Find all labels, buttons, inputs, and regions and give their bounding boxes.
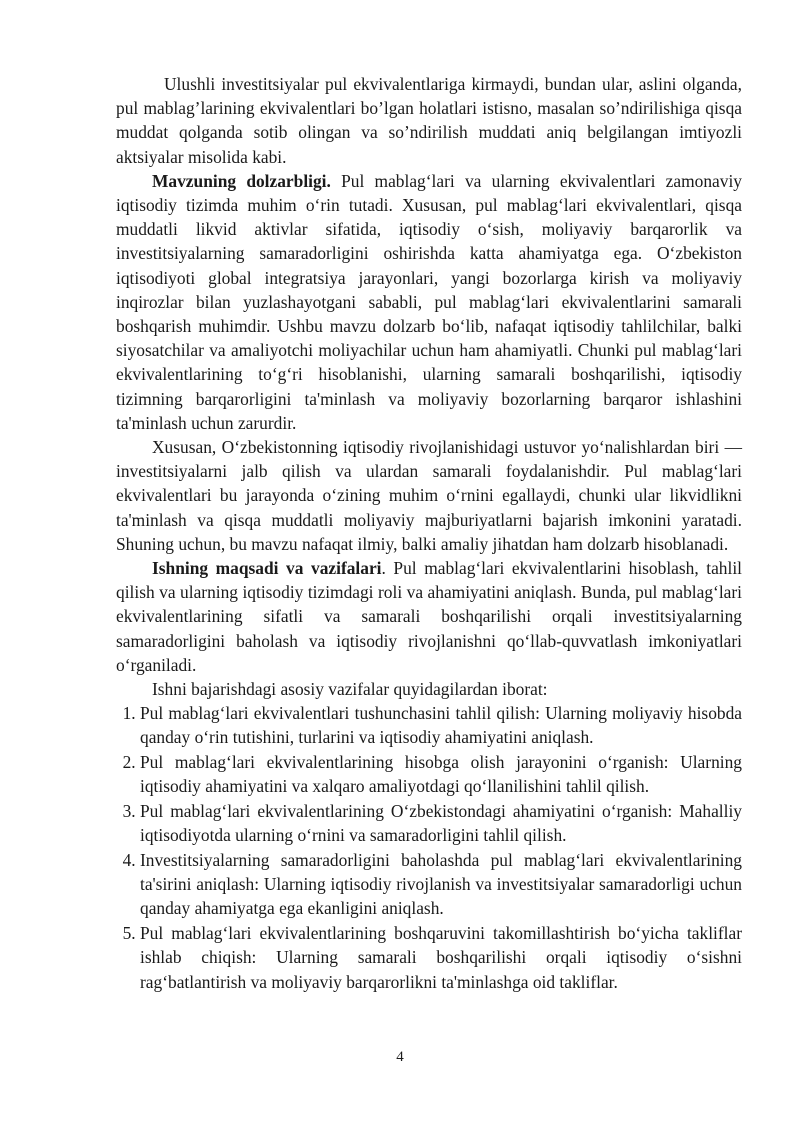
tasks-list (116, 701, 742, 993)
goals-heading: Ishning maqsadi va vazifalari (152, 558, 382, 579)
relevance-heading: Mavzuning dolzarbligi. (152, 170, 331, 191)
paragraph-tasks-intro: Ishni bajarishdagi asosiy vazifalar quyidagilardan iborat: (152, 679, 548, 700)
paragraph-intro: Ulushli investitsiyalar pul ekvivalentlariga kirmaydi, bundan ular, aslini olganda, pul mablag’larining ekvivalentlari bo’lgan holatlari istisno, masalan so’ndirilishiga qisqa muddat qolganda sotib olingan va so’ndirilish muddati aniq belgilangan imtiyozli aktsiyalar misolida kabi. (116, 74, 742, 167)
list-item: 4. Investitsiyalarning samaradorligini baholashda pul mablag‘lari ekvivalentlarining ta'sirini aniqlash: Ularning iqtisodiy rivojlanish va investitsiyalar samaradorligi uchun qanday ahamiyatga ega ekanligini aniqlash. (140, 848, 742, 921)
paragraph-goals (116, 556, 742, 677)
list-item: 5. Pul mablag‘lari ekvivalentlarining boshqaruvini takomillashtirish bo‘yicha takliflar ishlab chiqish: Ularning samarali boshqarilishi orqali iqtisodiy o‘sishni rag‘batlantirish va moliyaviy barqarorlikni ta'minlashga oid takliflar. (140, 921, 742, 994)
list-item: 1. Pul mablag‘lari ekvivalentlari tushunchasini tahlil qilish: Ularning moliyaviy hisobda qanday o‘rin tutishini, turlarini va iqtisodiy ahamiyatini aniqlash. (140, 701, 742, 749)
relevance-body: Pul mablag‘lari va ularning ekvivalentlari zamonaviy iqtisodiy tizimda muhim o‘rin tutadi. Xususan, pul mablag‘lari ekvivalentlari, qisqa muddatli likvid aktivlar sifatida, iqtisodiy o‘sish, moliyaviy barqarorlik va investitsiyalarning samaradorligini oshirishda katta ahamiyatga ega. O‘zbekiston iqtisodiyoti global integratsiya jarayonlari, yangi bozorlarga kirish va moliyaviy inqirozlar bilan yuzlashayotgani sababli, pul mablag‘lari ekvivalentlarini samarali boshqarish muhimdir. Ushbu mavzu dolzarb bo‘lib, nafaqat iqtisodiy tahlilchilar, balki siyosatchilar va amaliyotchi moliyachilar uchun ham ahamiyatli. Chunki pul mablag‘lari ekvivalentlarining to‘g‘ri hisoblanishi, ularning samarali boshqarilishi, iqtisodiy tizimning barqarorligini ta'minlash va moliyaviy bozorlarning barqaror ishlashini ta'minlash uchun zarurdir. (116, 170, 742, 433)
paragraph-investment: Xususan, O‘zbekistonning iqtisodiy rivojlanishidagi ustuvor yo‘nalishlardan biri — investitsiyalarni jalb qilish va ulardan samarali foydalanishdir. Pul mablag‘lari ekvivalentlari bu jarayonda o‘zining muhim o‘rnini egallaydi, chunki ular likvidlikni ta'minlash va qisqa muddatli moliyaviy majburiyatlarni bajarish imkonini yaratadi. Shuning uchun, bu mavzu nafaqat ilmiy, balki amaliy jihatdan ham dolzarb hisoblanadi. (116, 437, 742, 554)
page-number: 4 (396, 1049, 404, 1065)
goals-body: . Pul mablag‘lari ekvivalentlarini hisoblash, tahlil qilish va ularning iqtisodiy tizimdagi roli va ahamiyatini aniqlash. Bunda, pul mablag‘lari ekvivalentlarining sifatli va samarali boshqarilishi orqali investitsiyalarning samaradorligini baholash va iqtisodiy rivojlanishni qo‘llab-quvvatlash imkoniyatlari o‘rganiladi. (116, 558, 742, 675)
paragraph-relevance (116, 169, 742, 435)
list-item: 3. Pul mablag‘lari ekvivalentlarining O‘zbekistondagi ahamiyatini o‘rganish: Mahalliy iqtisodiyotda ularning o‘rnini va samaradorligini tahlil qilish. (140, 799, 742, 847)
list-item: 2. Pul mablag‘lari ekvivalentlarining hisobga olish jarayonini o‘rganish: Ularning iqtisodiy ahamiyatini va xalqaro amaliyotdagi qo‘llanilishini tahlil qilish. (140, 750, 742, 798)
